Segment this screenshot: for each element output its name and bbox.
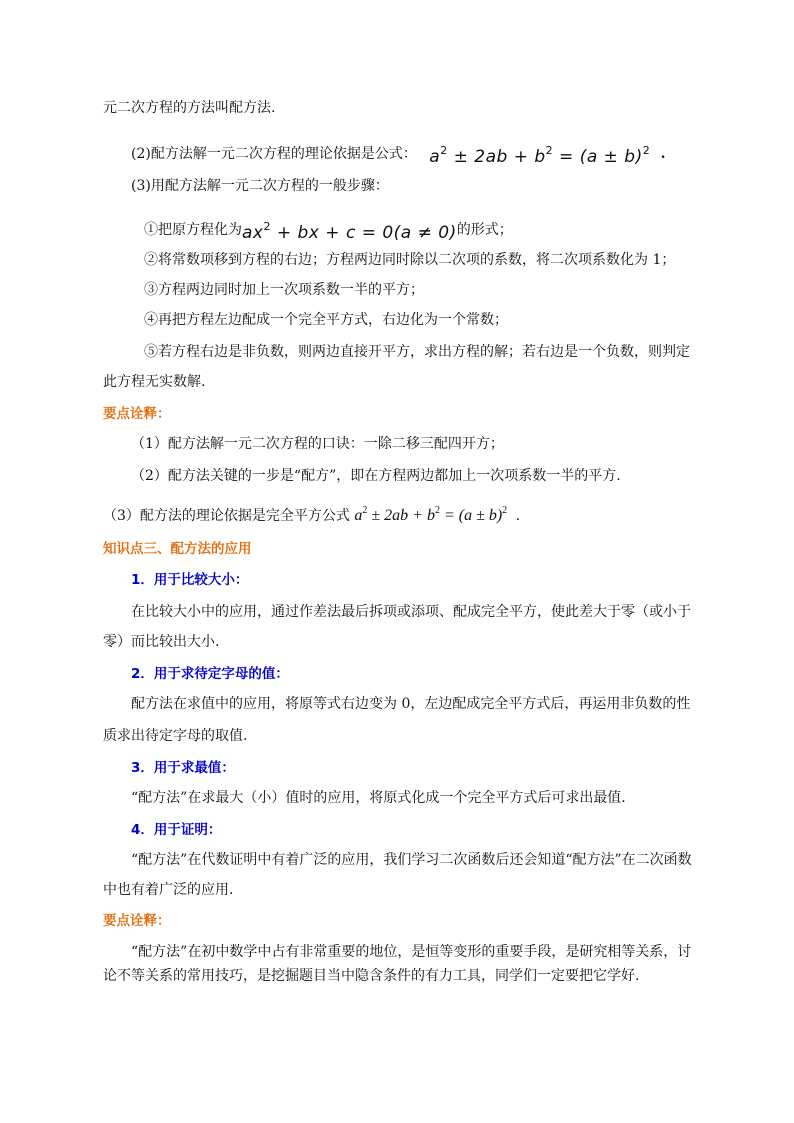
step-3: ③方程两边同时加上一次项系数一半的平方；	[144, 282, 424, 298]
app-1-title: 1．用于比较大小：	[131, 572, 249, 588]
app-3-title: 3．用于求最值：	[131, 760, 235, 776]
note-1-item-3	[103, 499, 520, 523]
theory-end: .	[660, 146, 666, 162]
note-1-item-2: （2）配方法关键的一步是“配方”，即在方程两边都加上一次项系数一半的平方.	[131, 468, 621, 484]
app-2-title: 2．用于求待定字母的值：	[131, 666, 289, 682]
step-4: ④再把方程左边配成一个完全平方式，右边化为一个常数；	[144, 312, 508, 328]
note-1-item-3-end: .	[515, 508, 521, 524]
step-1-suffix: 的形式；	[456, 222, 513, 238]
step-2: ②将常数项移到方程的右边；方程两边同时除以二次项的系数，将二次项系数化为 1；	[144, 252, 676, 268]
app-1-line-2: 零）而比较出大小.	[103, 634, 220, 650]
theory-label: (2)配方法解一元二次方程的理论依据是公式：	[131, 146, 417, 162]
step-1-prefix: ①把原方程化为	[144, 222, 242, 238]
intro-tail: 元二次方程的方法叫配方法.	[103, 100, 276, 116]
note-2-line-2: 论不等关系的常用技巧，是挖掘题目当中隐含条件的有力工具，同学们一定要把它学好.	[103, 968, 640, 984]
step-1-formula: $ax^2$ + bx + c = 0(a ≠ 0)	[242, 220, 457, 243]
note-1-title: 要点诠释：	[103, 406, 171, 422]
app-4-line-1: “配方法”在代数证明中有着广泛的应用，我们学习二次函数后还会知道“配方法”在二次函数	[131, 852, 692, 868]
section-3-title: 知识点三、配方法的应用	[103, 541, 252, 557]
steps-intro: (3)用配方法解一元二次方程的一般步骤：	[131, 178, 389, 194]
note-1-item-1: （1）配方法解一元二次方程的口诀：一除二移三配四开方；	[131, 436, 504, 452]
note-1-item-3-prefix: （3）配方法的理论依据是完全平方公式	[103, 508, 350, 524]
app-3-line-1: “配方法”在求最大（小）值时的应用，将原式化成一个完全平方式后可求出最值.	[131, 790, 626, 806]
step-1	[144, 214, 513, 243]
step-5-line-2: 此方程无实数解.	[103, 374, 206, 390]
note-2-title: 要点诠释：	[103, 913, 171, 929]
app-2-line-1: 配方法在求值中的应用，将原等式右边变为 0，左边配成完全平方式后，再运用非负数的性	[131, 696, 691, 712]
theory-item	[131, 138, 666, 167]
app-4-line-2: 中也有着广泛的应用.	[103, 882, 234, 898]
app-2-line-2: 质求出待定字母的取值.	[103, 728, 248, 744]
app-1-line-1: 在比较大小中的应用，通过作差法最后拆项或添项、配成完全平方，使此差大于零（或小于	[131, 604, 691, 620]
note-1-item-3-formula: $a^2 \pm 2ab + b^2 = (a \pm b)^2$	[354, 505, 508, 524]
note-2-line-1: “配方法”在初中数学中占有非常重要的地位，是恒等变形的重要手段，是研究相等关系，讨	[131, 944, 692, 960]
theory-formula: $a^2 \pm 2ab + b^2 = (a \pm b)^2$	[429, 144, 651, 167]
step-5-line-1: ⑤若方程右边是非负数，则两边直接开平方，求出方程的解；若右边是一个负数，则判定	[144, 344, 690, 360]
app-4-title: 4．用于证明：	[131, 822, 222, 838]
